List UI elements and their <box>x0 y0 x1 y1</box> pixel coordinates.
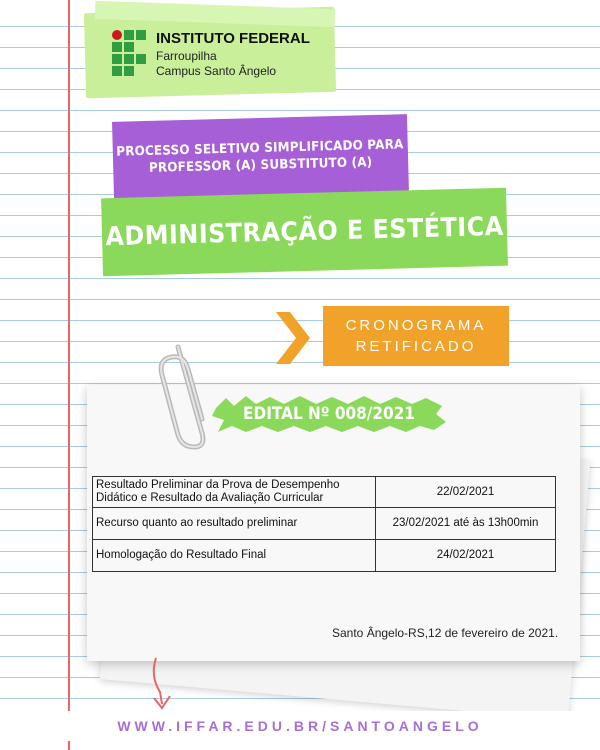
date-cell: 24/02/2021 <box>376 540 556 572</box>
event-cell: Resultado Preliminar da Prova de Desempenho Didático e Resultado da Avaliação Curricular <box>93 477 376 508</box>
arrow-down-icon <box>148 656 176 712</box>
edital-label <box>210 392 448 436</box>
date-cell: 23/02/2021 até às 13h00min <box>376 508 556 540</box>
notice-badge <box>323 306 509 366</box>
chevron-right-icon <box>276 312 310 364</box>
notebook-margin-line <box>68 0 70 750</box>
logo-line-1: Farroupilha <box>156 49 217 63</box>
table-row <box>93 477 556 508</box>
institution-logo <box>112 30 312 82</box>
place-and-date: Santo Ângelo-RS,12 de fevereiro de 2021. <box>332 626 559 640</box>
subject-title: ADMINISTRAÇÃO E ESTÉTICA <box>104 211 505 253</box>
edital-number: EDITAL Nº 008/2021 <box>243 404 415 424</box>
logo-title: INSTITUTO FEDERAL <box>156 30 310 47</box>
logo-line-2: Campus Santo Ângelo <box>156 64 277 78</box>
process-banner <box>112 114 409 200</box>
footer-website-url: WWW.IFFAR.EDU.BR/SANTOANGELO <box>117 718 483 734</box>
table-row <box>93 508 556 540</box>
process-banner-line-2: PROFESSOR (A) SUBSTITUTO (A) <box>148 155 373 176</box>
event-cell: Homologação do Resultado Final <box>93 540 376 572</box>
process-banner-line-1: PROCESSO SELETIVO SIMPLIFICADO PARA <box>116 137 405 160</box>
paperclip-icon <box>156 333 216 451</box>
if-logo-mark-icon <box>112 30 148 78</box>
notice-line-1: CRONOGRAMA <box>345 317 487 334</box>
table-row <box>93 540 556 572</box>
notice-line-2: RETIFICADO <box>355 338 477 355</box>
date-cell: 22/02/2021 <box>376 477 556 508</box>
event-cell: Recurso quanto ao resultado preliminar <box>93 508 376 540</box>
logo-red-dot <box>112 30 122 40</box>
schedule-table <box>92 476 556 572</box>
subject-banner <box>101 188 508 277</box>
